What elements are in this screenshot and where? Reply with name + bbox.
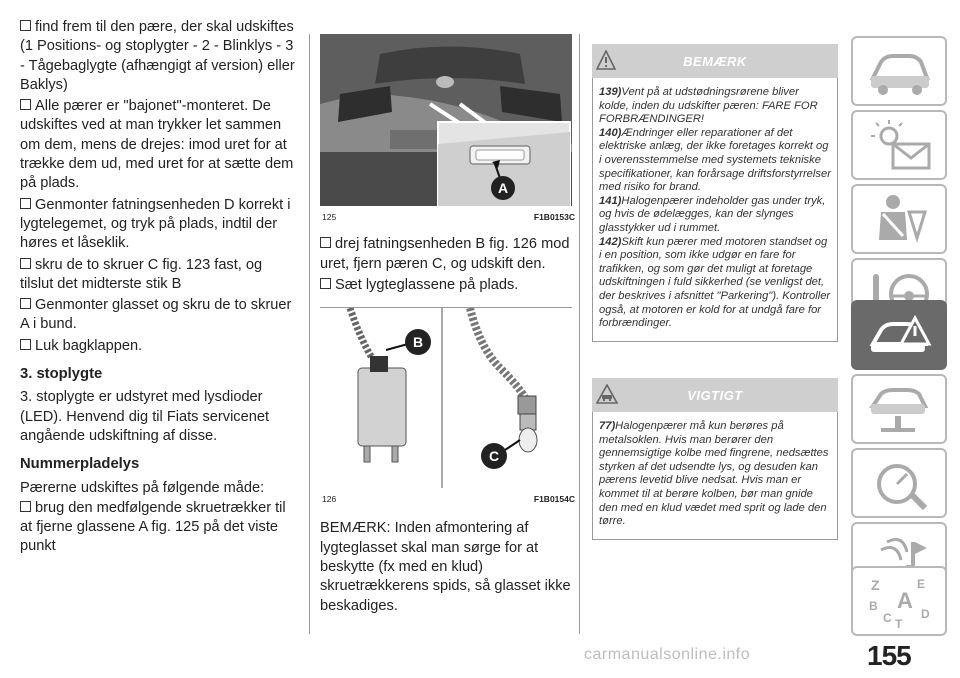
car-rear-illustration <box>320 34 572 206</box>
note-bemaerk <box>592 44 838 342</box>
alphabet-index-icon <box>867 574 933 628</box>
note-entry: 77)Halogenpærer må kun berøres på metalsoklen. Hvis man berører den gennemsigtige kolbe med fingrene, nedsættes styrken af det udsendte lys, og desuden kan pærens levetid blive nedsat. Hvis man er kommet til at berøre kolben, bør man gnide den med en klud vædet med sprit og lade den tørre. <box>599 420 829 528</box>
svg-text:C: C <box>883 611 892 625</box>
tab-index[interactable] <box>851 566 947 636</box>
column-divider <box>579 34 580 634</box>
wrench-gauge-icon <box>867 456 933 510</box>
checkbox-icon <box>20 20 31 31</box>
figure-125-caption: 125 F1B0153C <box>322 212 575 222</box>
checkbox-icon <box>20 298 31 309</box>
checklist-item: Genmonter glasset og skru de to skruer A i bund. <box>20 297 292 333</box>
svg-text:Z: Z <box>871 577 880 593</box>
watermark: carmanualsonline.info <box>584 646 751 663</box>
note-vigtigt-header: VIGTIGT <box>592 378 838 412</box>
column-middle <box>320 34 575 622</box>
checkbox-icon <box>20 99 31 110</box>
car-icon <box>867 44 933 98</box>
checkbox-icon <box>320 237 331 248</box>
bulb-holder-illustration <box>320 308 572 488</box>
checklist-item: Sæt lygteglassene på plads. <box>320 276 575 295</box>
tab-technical-data[interactable] <box>851 448 947 518</box>
figure-126-caption: 126 F1B0154C <box>322 494 575 505</box>
checkbox-icon <box>20 339 31 350</box>
checkbox-icon <box>320 278 331 289</box>
paragraph-stop-light: 3. stoplygte er udstyret med lysdioder (LED). Henvend dig til Fiats servicenet angående udskiftning af disse. <box>20 389 270 444</box>
warning-triangle-icon <box>596 50 616 70</box>
callout-a: A <box>497 180 509 196</box>
note-bemaerk-body <box>592 78 838 342</box>
note-entry: 140)Ændringer eller reparationer af det elektriske anlæg, der ikke foretages korrekt og i overensstemmelse med systemets tekniske specifikationer, kan forårsage driftsforstyrrelser med risiko for brand. <box>599 126 831 194</box>
svg-text:B: B <box>869 599 878 613</box>
svg-text:D: D <box>921 607 930 621</box>
checklist-item: Luk bagklappen. <box>20 337 298 356</box>
checkbox-icon <box>20 501 31 512</box>
paragraph-plate-light: Pærerne udskiftes på følgende måde: <box>20 479 265 496</box>
seatbelt-person-icon <box>867 192 933 246</box>
figure-125-image <box>320 34 572 206</box>
column-left <box>20 18 298 559</box>
checkbox-icon <box>20 258 31 269</box>
svg-text:A: A <box>897 588 913 613</box>
tab-maintenance[interactable] <box>851 374 947 444</box>
car-lift-icon <box>867 382 933 436</box>
tab-emergency[interactable] <box>851 300 947 370</box>
warning-light-envelope-icon <box>867 118 933 172</box>
heading-plate-light: Nummerpladelys <box>20 456 140 473</box>
car-warning-icon <box>596 384 618 404</box>
note-vigtigt <box>592 378 838 540</box>
page-number: 155 <box>867 640 911 671</box>
heading-stop-light: 3. stoplygte <box>20 366 103 383</box>
checklist-item: Genmonter fatningsenheden D korrekt i lygtelegemet, og tryk på plads, indtil der høres et låseklik. <box>20 196 291 252</box>
note-entry: 141)Halogenpærer indeholder gas under tryk, og hvis de ødelægges, kan der slynges glasstykker ud i rummet. <box>599 194 826 234</box>
svg-text:T: T <box>895 617 903 628</box>
note-paragraph: BEMÆRK: Inden afmontering af lygteglasset skal man sørge for at beskytte (fx med en klud) skruetrækkerens spids, så glasset ikke beskadiges. <box>320 520 571 614</box>
tab-safety[interactable] <box>851 184 947 254</box>
column-divider <box>309 34 310 634</box>
note-bemaerk-header: BEMÆRK <box>592 44 838 78</box>
car-breakdown-icon <box>867 308 933 362</box>
note-entry: 142)Skift kun pærer med motoren standset og i en position, som ikke udgør en fare for trafikken, og som gør det muligt at foretage udskiftningen i fuld sikkerhed (se venligst det, der beskrives i afsnittet "Parkering"). Kontroller også, at motoren er kold for at undgå fare for forbrændinger. <box>599 235 831 330</box>
checklist-item: brug den medfølgende skruetrækker til at fjerne glassene A fig. 125 på det viste punkt <box>20 499 286 555</box>
checklist-item: Alle pærer er "bajonet"-monteret. De udskiftes ved at man trykker let sammen om dem, mens de drejes: imod uret for at trække dem ud, med uret for at sætte dem på plads. <box>20 98 294 192</box>
checklist-item: drej fatningsenheden B fig. 126 mod uret, fjern pæren C, og udskift den. <box>320 236 570 272</box>
callout-c: C <box>488 448 500 465</box>
callout-b: B <box>412 334 424 351</box>
checklist-item: skru de to skruer C fig. 123 fast, og tilslut det midterste stik B <box>20 256 263 292</box>
note-entry: 139)Vent på at udstødningsrørene bliver kolde, inden du udskifter pæren: FARE FOR FORBRÆNDINGER! <box>599 86 818 126</box>
note-vigtigt-body <box>592 412 838 540</box>
checklist-item: find frem til den pære, der skal udskiftes (1 Positions- og stoplygter - 2 - Blinklys - 3 - Tågebaglygte (afhængigt af version) eller Baklys) <box>20 19 295 93</box>
tab-car-overview[interactable] <box>851 36 947 106</box>
figure-126-image <box>320 307 572 488</box>
svg-text:E: E <box>917 577 926 591</box>
tab-lights-messages[interactable] <box>851 110 947 180</box>
checkbox-icon <box>20 198 31 209</box>
